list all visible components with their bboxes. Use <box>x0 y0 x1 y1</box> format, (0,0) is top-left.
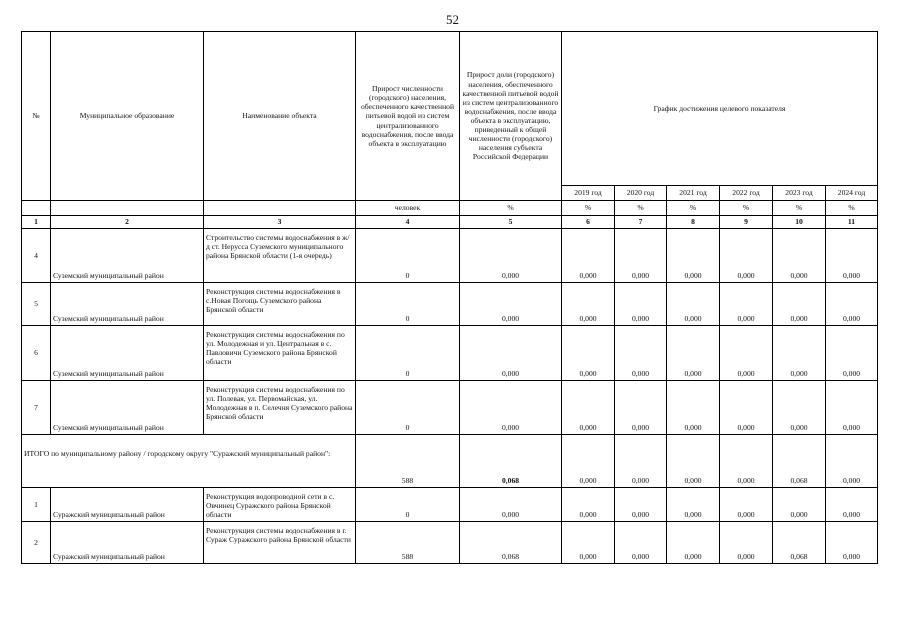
year-value-cell: 0,000 <box>562 229 615 283</box>
header-row <box>22 32 878 186</box>
object-name-cell: Реконструкция системы водоснабжения в с.Новая Погощь Суземского района Брянской области <box>204 283 356 326</box>
unit-percent: % <box>562 201 615 216</box>
header-population-growth: Прирост численности (городского) населения, обеспеченного качественной питьевой водой из систем централизованного водоснабжения, после ввода объекта в эксплуатацию <box>356 32 460 201</box>
total-row <box>22 435 878 488</box>
year-value-cell: 0,000 <box>562 283 615 326</box>
header-year: 2019 год <box>562 186 615 201</box>
people-cell: 0 <box>356 283 460 326</box>
total-year-value-cell: 0,000 <box>562 435 615 488</box>
column-numbers-row <box>22 216 878 229</box>
header-year: 2024 год <box>826 186 878 201</box>
column-number: 11 <box>826 216 878 229</box>
year-value-cell: 0,000 <box>667 229 720 283</box>
header-share-growth: Прирост доли (городского) населения, обеспеченного качественной питьевой водой из систем централизованного водоснабжения, после ввода объекта в эксплуатацию, приведенный к общей численности (городского) населения субъекта Российской Федерации <box>460 32 562 201</box>
table-row <box>22 522 878 564</box>
share-cell: 0,068 <box>460 522 562 564</box>
column-number: 9 <box>720 216 773 229</box>
column-number: 6 <box>562 216 615 229</box>
header-year: 2021 год <box>667 186 720 201</box>
year-value-cell: 0,000 <box>562 522 615 564</box>
row-index: 1 <box>22 488 51 522</box>
column-number: 10 <box>773 216 826 229</box>
year-value-cell: 0,000 <box>667 283 720 326</box>
year-value-cell: 0,000 <box>615 488 667 522</box>
year-value-cell: 0,000 <box>773 488 826 522</box>
header-no: № <box>22 32 51 201</box>
unit-percent: % <box>720 201 773 216</box>
row-index: 7 <box>22 381 51 435</box>
year-value-cell: 0,000 <box>615 326 667 381</box>
people-cell: 0 <box>356 488 460 522</box>
target-indicator-table <box>21 31 878 564</box>
year-value-cell: 0,000 <box>720 229 773 283</box>
year-value-cell: 0,000 <box>720 381 773 435</box>
total-year-value-cell: 0,000 <box>615 435 667 488</box>
total-people-cell: 588 <box>356 435 460 488</box>
total-year-value-cell: 0,000 <box>667 435 720 488</box>
municipality-cell: Суземский муниципальный район <box>51 381 204 435</box>
header-municipality: Муниципальное образование <box>51 32 204 201</box>
row-index: 6 <box>22 326 51 381</box>
year-value-cell: 0,000 <box>562 381 615 435</box>
total-share-cell: 0,068 <box>460 435 562 488</box>
people-cell: 588 <box>356 522 460 564</box>
municipality-cell: Суземский муниципальный район <box>51 326 204 381</box>
year-value-cell: 0,000 <box>773 381 826 435</box>
municipality-cell: Суземский муниципальный район <box>51 283 204 326</box>
share-cell: 0,000 <box>460 283 562 326</box>
year-value-cell: 0,068 <box>773 522 826 564</box>
year-value-cell: 0,000 <box>826 229 878 283</box>
table-row <box>22 283 878 326</box>
year-value-cell: 0,000 <box>826 522 878 564</box>
total-year-value-cell: 0,000 <box>720 435 773 488</box>
table-row <box>22 381 878 435</box>
year-value-cell: 0,000 <box>562 488 615 522</box>
people-cell: 0 <box>356 381 460 435</box>
object-name-cell: Реконструкция водопроводной сети в с. Овчинец Суражского района Брянской области <box>204 488 356 522</box>
year-value-cell: 0,000 <box>667 522 720 564</box>
year-value-cell: 0,000 <box>720 283 773 326</box>
year-value-cell: 0,000 <box>826 381 878 435</box>
unit-percent: % <box>615 201 667 216</box>
total-year-value-cell: 0,000 <box>826 435 878 488</box>
page-number: 52 <box>446 12 459 27</box>
year-value-cell: 0,000 <box>720 326 773 381</box>
table-row <box>22 229 878 283</box>
row-index: 4 <box>22 229 51 283</box>
header-object-name: Наименование объекта <box>204 32 356 201</box>
object-name-cell: Реконструкция системы водоснабжения по ул. Полевая, ул. Первомайская, ул. Молодежная в п. Селечня Суземского района Брянской области <box>204 381 356 435</box>
year-value-cell: 0,000 <box>773 283 826 326</box>
unit-people: человек <box>356 201 460 216</box>
object-name-cell: Строительство системы водоснабжения в ж/д ст. Нерусса Суземского муниципального района Брянской области (1-я очередь) <box>204 229 356 283</box>
year-value-cell: 0,000 <box>615 381 667 435</box>
total-year-value-cell: 0,068 <box>773 435 826 488</box>
municipality-cell: Суражский муниципальный район <box>51 522 204 564</box>
unit-percent: % <box>460 201 562 216</box>
unit-percent: % <box>826 201 878 216</box>
year-value-cell: 0,000 <box>826 326 878 381</box>
year-value-cell: 0,000 <box>667 381 720 435</box>
column-number: 4 <box>356 216 460 229</box>
year-value-cell: 0,000 <box>720 522 773 564</box>
share-cell: 0,000 <box>460 229 562 283</box>
table-row <box>22 488 878 522</box>
year-value-cell: 0,000 <box>773 326 826 381</box>
table-row <box>22 326 878 381</box>
header-year: 2023 год <box>773 186 826 201</box>
year-value-cell: 0,000 <box>562 326 615 381</box>
header-schedule: График достижения целевого показателя <box>562 32 878 186</box>
column-number: 2 <box>51 216 204 229</box>
header-year: 2020 год <box>615 186 667 201</box>
year-value-cell: 0,000 <box>720 488 773 522</box>
year-value-cell: 0,000 <box>773 229 826 283</box>
column-number: 8 <box>667 216 720 229</box>
year-value-cell: 0,000 <box>667 326 720 381</box>
municipality-cell: Суражский муниципальный район <box>51 488 204 522</box>
year-value-cell: 0,000 <box>826 283 878 326</box>
object-name-cell: Реконструкция системы водоснабжения в г. Сураж Суражского района Брянской области <box>204 522 356 564</box>
people-cell: 0 <box>356 326 460 381</box>
unit-percent: % <box>773 201 826 216</box>
people-cell: 0 <box>356 229 460 283</box>
object-name-cell: Реконструкция системы водоснабжения по ул. Молодежная и ул. Центральная в с. Павловичи Суземского района Брянской области <box>204 326 356 381</box>
year-value-cell: 0,000 <box>615 522 667 564</box>
header-year: 2022 год <box>720 186 773 201</box>
municipality-cell: Суземский муниципальный район <box>51 229 204 283</box>
row-index: 5 <box>22 283 51 326</box>
row-index: 2 <box>22 522 51 564</box>
column-number: 1 <box>22 216 51 229</box>
year-value-cell: 0,000 <box>826 488 878 522</box>
year-value-cell: 0,000 <box>667 488 720 522</box>
total-label: ИТОГО по муниципальному району / городскому округу "Суражский муниципальный район": <box>22 435 356 488</box>
year-value-cell: 0,000 <box>615 229 667 283</box>
units-row <box>22 201 878 216</box>
unit-percent: % <box>667 201 720 216</box>
column-number: 5 <box>460 216 562 229</box>
column-number: 3 <box>204 216 356 229</box>
share-cell: 0,000 <box>460 326 562 381</box>
year-value-cell: 0,000 <box>615 283 667 326</box>
share-cell: 0,000 <box>460 381 562 435</box>
share-cell: 0,000 <box>460 488 562 522</box>
column-number: 7 <box>615 216 667 229</box>
